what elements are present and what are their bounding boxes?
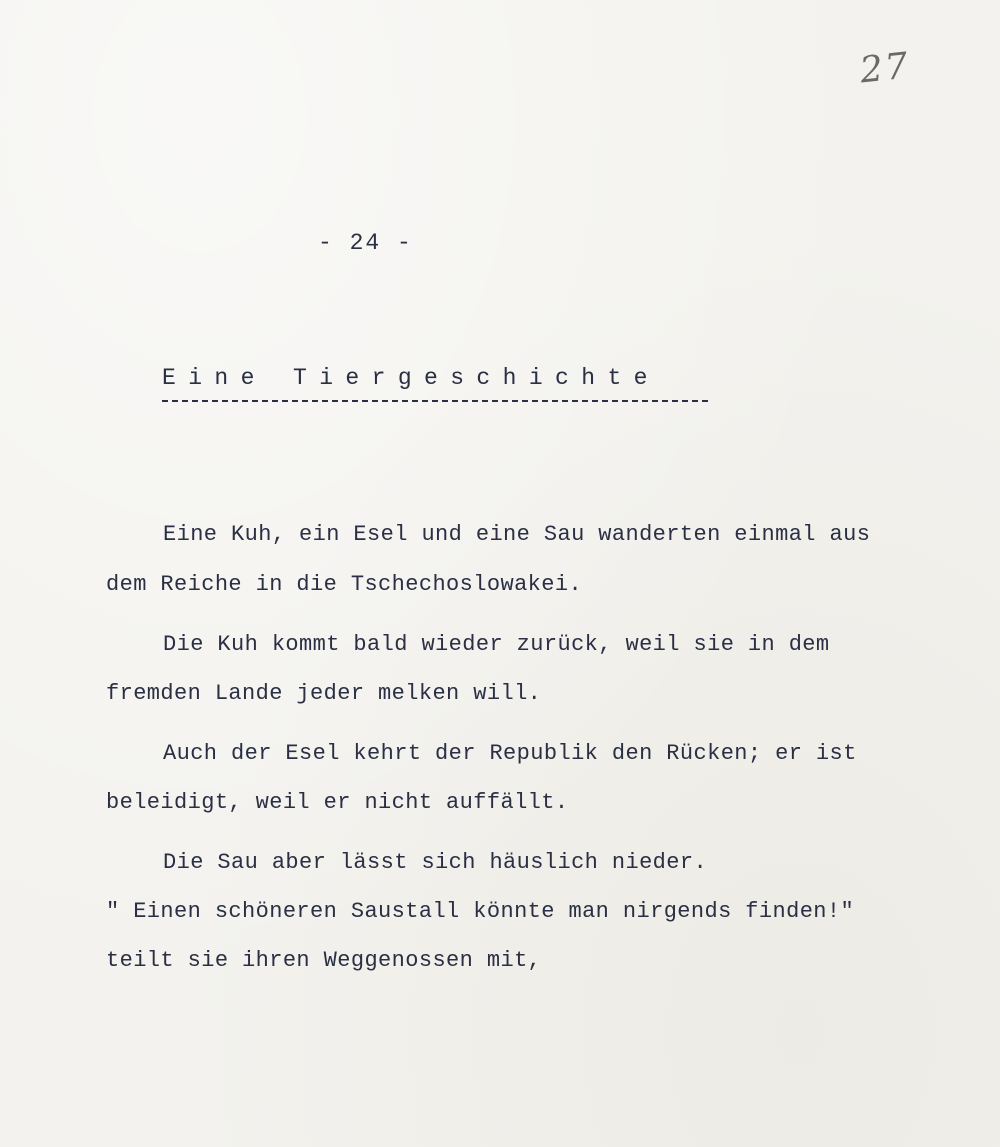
text-line-6: beleidigt, weil er nicht auffällt. (106, 790, 569, 815)
text-line-7: Die Sau aber lässt sich häuslich nieder. (163, 850, 708, 875)
text-line-4: fremden Lande jeder melken will. (106, 681, 542, 706)
text-line-8: " Einen schöneren Saustall könnte man nirgends finden!" (106, 899, 855, 924)
handwritten-folio-number: 27 (857, 45, 912, 92)
text-line-2: dem Reiche in die Tschechoslowakei. (106, 572, 583, 597)
text-line-1: Eine Kuh, ein Esel und eine Sau wanderten einmal aus (163, 522, 871, 547)
text-line-5: Auch der Esel kehrt der Republik den Rücken; er ist (163, 741, 857, 766)
text-line-9: teilt sie ihren Weggenossen mit, (106, 948, 542, 973)
text-line-3: Die Kuh kommt bald wieder zurück, weil sie in dem (163, 632, 830, 657)
story-title: Eine Tiergeschichte (162, 365, 660, 391)
title-underline (162, 400, 708, 402)
page-number: - 24 - (318, 230, 413, 256)
